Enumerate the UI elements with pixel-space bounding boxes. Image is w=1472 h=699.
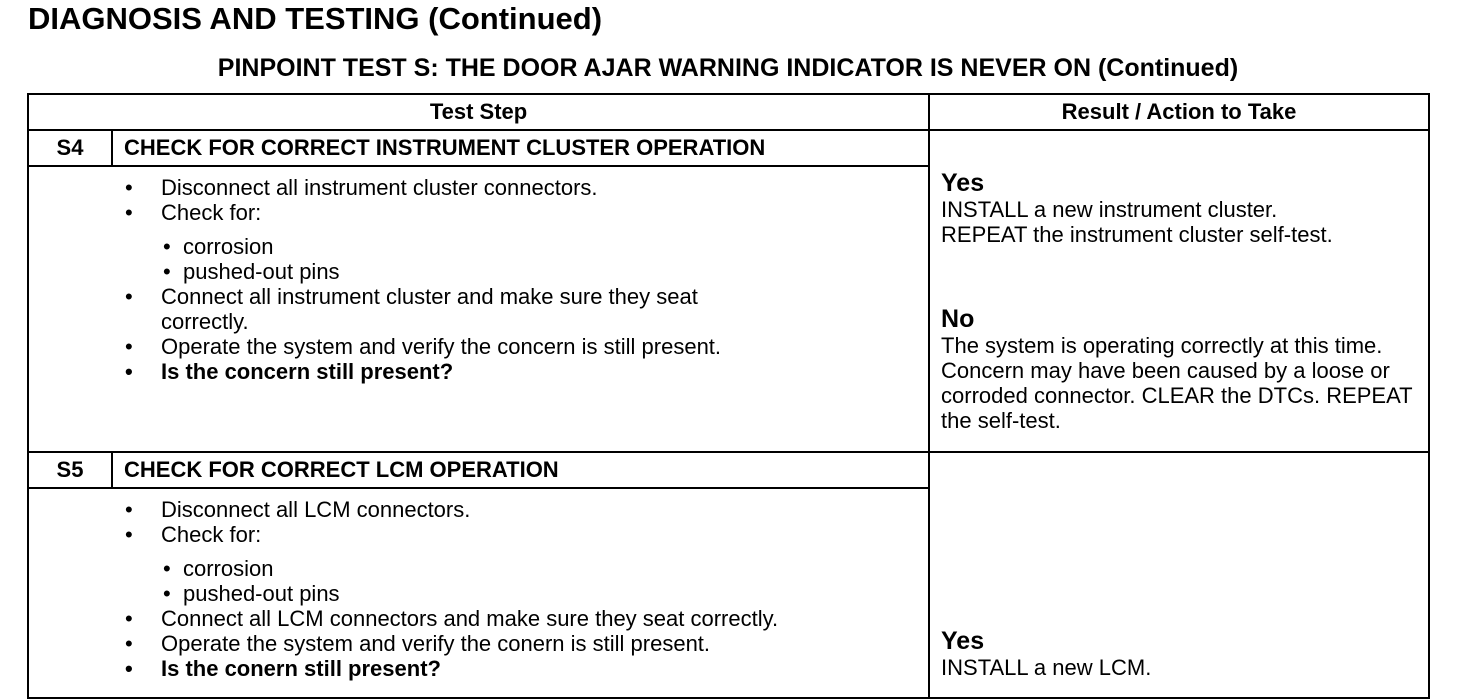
no-action-text: The system is operating correctly at this time. Concern may have been caused by a loose or corroded connector. CLEAR the DTCs. REPEAT the self-test. <box>941 333 1413 433</box>
step-s4-title-row <box>28 130 1429 166</box>
result-cell-s4 <box>929 130 1429 452</box>
step-id-s4: S4 <box>28 130 112 166</box>
sub-list-item: • corrosion <box>29 234 928 259</box>
list-item: • Operate the system and verify the concern is still present. <box>29 334 928 359</box>
table-header-row <box>28 94 1429 130</box>
header-test-step: Test Step <box>28 94 929 130</box>
page-title: DIAGNOSIS AND TESTING (Continued) <box>28 1 603 36</box>
header-result-action: Result / Action to Take <box>929 94 1429 130</box>
sub-list-item: • pushed-out pins <box>29 581 928 606</box>
list-item: • Check for: <box>29 522 928 547</box>
pinpoint-test-title: PINPOINT TEST S: THE DOOR AJAR WARNING INDICATOR IS NEVER ON (Continued) <box>217 54 1239 82</box>
yes-label: Yes <box>941 627 985 655</box>
step-title-s4: CHECK FOR CORRECT INSTRUMENT CLUSTER OPERATION <box>112 130 929 166</box>
step-body-s5 <box>28 488 929 698</box>
list-item-question: • Is the concern still present? <box>29 359 928 384</box>
result-yes-s5 <box>941 627 1422 680</box>
step-title-s5: CHECK FOR CORRECT LCM OPERATION <box>112 452 929 488</box>
sub-list-item: • pushed-out pins <box>29 259 928 284</box>
yes-action-line: REPEAT the instrument cluster self-test. <box>941 222 1333 247</box>
list-item: • Check for: <box>29 200 928 225</box>
no-label: No <box>941 305 975 333</box>
list-item: • Connect all LCM connectors and make sure they seat correctly. <box>29 606 928 631</box>
list-item: • Disconnect all instrument cluster connectors. <box>29 175 928 200</box>
step-id-s5: S5 <box>28 452 112 488</box>
step-body-s4 <box>28 166 929 452</box>
result-no-s4 <box>941 305 1422 433</box>
sub-list-item: • corrosion <box>29 556 928 581</box>
list-item-question: • Is the conern still present? <box>29 656 928 681</box>
list-item: • Disconnect all LCM connectors. <box>29 497 928 522</box>
yes-action-text: INSTALL a new LCM. <box>941 655 1152 680</box>
list-item: • Connect all instrument cluster and make sure they seat correctly. <box>29 284 928 334</box>
test-step-table <box>27 93 1430 699</box>
result-yes-s4 <box>941 169 1422 247</box>
step-s5-title-row <box>28 452 1429 488</box>
yes-action-line: INSTALL a new instrument cluster. <box>941 197 1278 222</box>
list-item: • Operate the system and verify the conern is still present. <box>29 631 928 656</box>
result-cell-s5 <box>929 452 1429 698</box>
yes-label: Yes <box>941 169 985 197</box>
